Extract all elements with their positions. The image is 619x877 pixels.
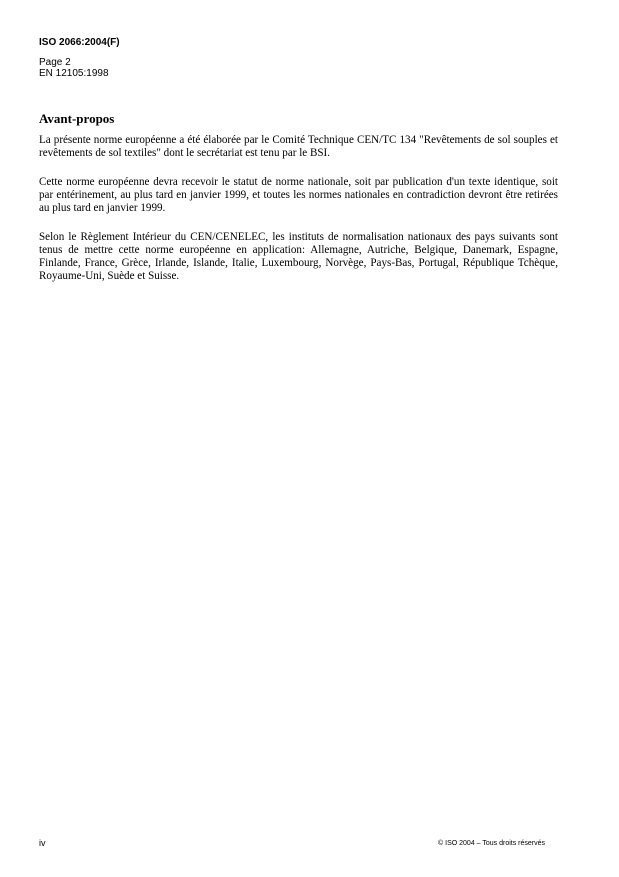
- page-info: [39, 57, 109, 79]
- footer-page-number: iv: [39, 838, 46, 848]
- section-body: [39, 134, 558, 299]
- footer-copyright: © ISO 2004 – Tous droits réservés: [438, 840, 545, 847]
- section-heading: Avant-propos: [39, 111, 115, 126]
- page-label: Page 2: [39, 57, 71, 68]
- paragraph-3: Selon le Règlement Intérieur du CEN/CENELEC, les instituts de normalisation nationaux des pays suivants sont tenus de mettre cette norme européenne en application: Allemagne, Autriche, Belgique, Danemark, Espagne, Finlande, France, Grèce, Irlande, Islande, Italie, Luxembourg, Norvège, Pays-Bas, Portugal, République Tchèque, Royaume-Uni, Suède et Suisse.: [39, 231, 558, 282]
- document-id: ISO 2066:2004(F): [39, 37, 120, 48]
- standard-reference: EN 12105:1998: [39, 68, 109, 79]
- paragraph-2: Cette norme européenne devra recevoir le statut de norme nationale, soit par publication d'un texte identique, soit par entérinement, au plus tard en janvier 1999, et toutes les normes nationales en contradiction devront être retirées au plus tard en janvier 1999.: [39, 176, 558, 214]
- paragraph-1: La présente norme européenne a été élaborée par le Comité Technique CEN/TC 134 "Revêtements de sol souples et revêtements de sol textiles" dont le secrétariat est tenu par le BSI.: [39, 134, 558, 159]
